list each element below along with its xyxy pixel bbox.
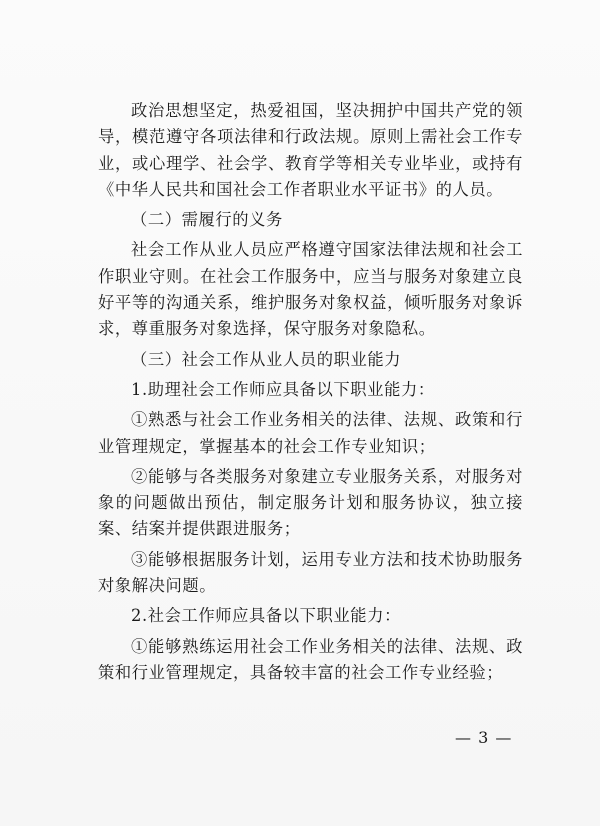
paragraph-ability-2: ②能够与各类服务对象建立专业服务关系，对服务对象的问题做出预估，制定服务计划和服务协议，独立接案、结案并提供跟进服务； <box>98 466 523 539</box>
heading-professional-abilities: （三）社会工作从业人员的职业能力 <box>131 349 402 369</box>
heading-obligations: （二）需履行的义务 <box>131 210 283 230</box>
paragraph-assistant-social-worker: 1.助理社会工作师应具备以下职业能力： <box>131 379 435 399</box>
page-number: — 3 — <box>455 728 513 747</box>
paragraph-social-worker: 2.社会工作师应具备以下职业能力： <box>131 606 401 626</box>
paragraph-qualifications: 政治思想坚定，热爱祖国，坚决拥护中国共产党的领导，模范遵守各项法律和行政法规。原则上需社会工作专业，或心理学、社会学、教育学等相关专业毕业，或持有《中华人民共和国社会工作者职业水平证书》的人员。 <box>98 101 523 199</box>
paragraph-obligations: 社会工作从业人员应严格遵守国家法律法规和社会工作职业守则。在社会工作服务中，应当与服务对象建立良好平等的沟通关系，维护服务对象权益，倾听服务对象诉求，尊重服务对象选择，保守服务对象隐私。 <box>98 240 523 339</box>
paragraph-ability-1: ①熟悉与社会工作业务相关的法律、法规、政策和行业管理规定，掌握基本的社会工作专业知识； <box>98 410 523 456</box>
document-body <box>98 98 523 686</box>
paragraph-ability-3: ③能够根据服务计划，运用专业方法和技术协助服务对象解决问题。 <box>98 549 523 596</box>
paragraph-social-worker-ability-1: ①能够熟练运用社会工作业务相关的法律、法规、政策和行业管理规定，具备较丰富的社会工作专业经验； <box>98 636 523 682</box>
